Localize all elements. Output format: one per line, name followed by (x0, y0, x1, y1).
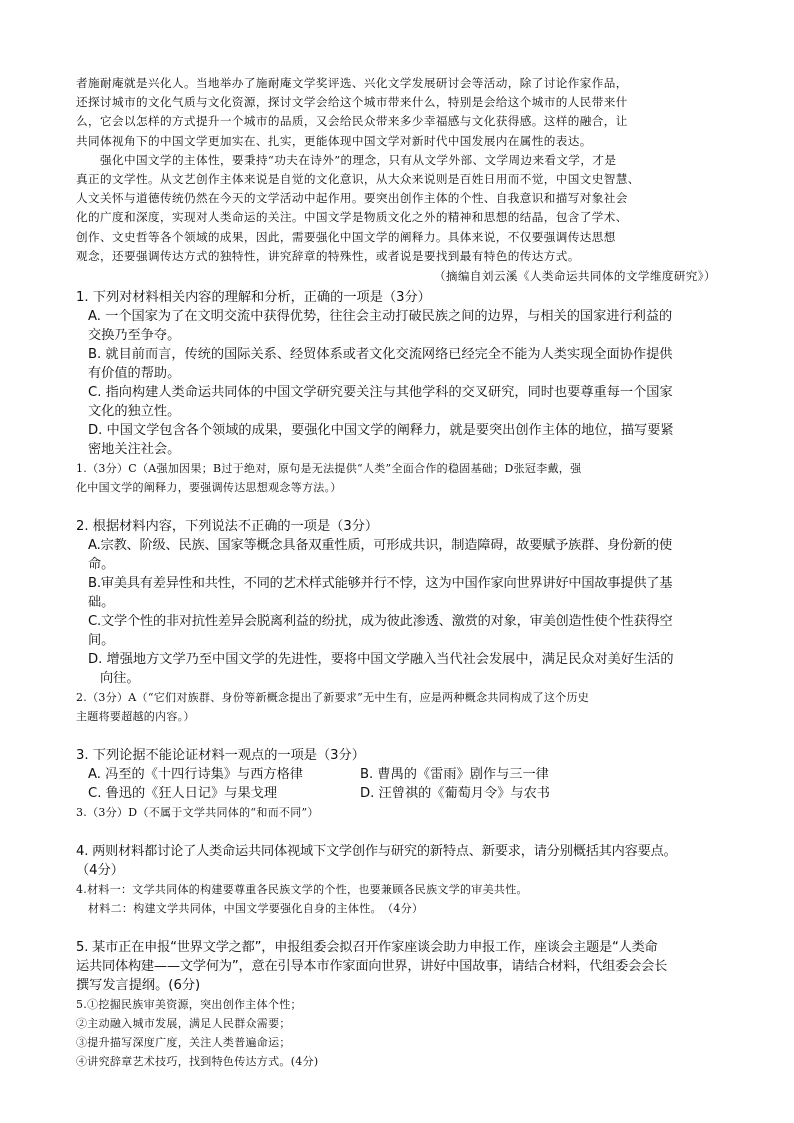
answer-5 (76, 995, 720, 1071)
option-text: 命。 (88, 557, 115, 573)
question-3 (76, 746, 720, 803)
option-a (76, 536, 720, 574)
question-stem: 1. 下列对材料相关内容的理解和分析，正确的一项是（3分） (76, 290, 431, 306)
option-row (76, 765, 720, 784)
option-c (76, 612, 720, 650)
answer-line: 主题将要超越的内容。） (76, 710, 195, 724)
option-d (76, 421, 720, 459)
answer-line: 1.（3分）C（A强加因果；B过于绝对，原句是无法提供“人类”全面合作的稳固基础；D张冠李戴，强 (76, 462, 582, 476)
option-b: B. 曹禺的《雷雨》剧作与三一律 (360, 767, 549, 783)
answer-line: ②主动融入城市发展，满足人民群众需要； (76, 1017, 291, 1031)
answer-3 (76, 803, 720, 822)
option-c (76, 383, 720, 421)
document-page (76, 74, 720, 1071)
question-stem: 5. 某市正在申报“世界文学之都”，申报组委会拟召开作家座谈会助力申报工作，座谈会主题是“人类命 (76, 940, 658, 956)
option-a (76, 307, 720, 345)
text-line: 么，它会以怎样的方式提升一个城市的品质，又会给民众带来多少幸福感与文化获得感。这样的融合，让 (76, 114, 628, 129)
text-line: 化的广度和深度，实现对人类命运的关注。中国文学是物质文化之外的精神和思想的结晶，包含了学术、 (76, 210, 628, 225)
text-line: 真正的文学性。从文艺创作主体来说是自觉的文化意识，从大众来说则是百姓日用而不觉，中国文史智慧、 (76, 172, 640, 187)
answer-1 (76, 459, 720, 497)
option-c: C. 鲁迅的《狂人日记》与果戈理 (88, 786, 278, 802)
text-line: 人文关怀与道德传统仍然在今天的文学活动中起作用。要突出创作主体的个性、自我意识和描写对象社会 (76, 191, 628, 206)
option-text: C.文学个性的非对抗性差异会脱离利益的纷扰，成为彼此渗透、激赏的对象，审美创造性使个性获得空 (88, 614, 673, 630)
text-line: 创作、文史哲等各个领域的成果，因此，需要强化中国文学的阐释力。具体来说，不仅要强调传达思想 (76, 229, 616, 244)
question-5 (76, 938, 720, 995)
question-stem: 运共同体构建——文学何为”，意在引导本市作家面向世界，讲好中国故事，请结合材料，代组委会会长 (76, 959, 668, 975)
option-text: A. 一个国家为了在文明交流中获得优势，往往会主动打破民族之间的边界，与相关的国家进行利益的 (88, 309, 673, 325)
question-stem: 撰写发言提纲。(6分) (76, 978, 201, 994)
answer-4 (76, 880, 720, 918)
answer-line: 2.（3分）A（“它们对族群、身份等新概念提出了新要求”无中生有，应是两种概念共同构成了这个历史 (76, 691, 590, 705)
option-text: D. 增强地方文学乃至中国文学的先进性，要将中国文学融入当代社会发展中，满足民众对美好生活的 (88, 652, 674, 668)
passage-source: （摘编自刘云溪《人类命运共同体的文学维度研究》） (433, 269, 716, 284)
option-row (76, 784, 720, 803)
option-text: D. 中国文学包含各个领域的成果，要强化中国文学的阐释力，就是要突出创作主体的地位，描写要紧 (88, 423, 674, 439)
text-line: 共同体视角下的中国文学更加实在、扎实，更能体现中国文学对新时代中国发展内在属性的表达。 (76, 133, 592, 148)
option-text: 有价值的帮助。 (88, 366, 181, 382)
passage-paragraph-1 (76, 74, 720, 151)
answer-line: ④讲究辞章艺术技巧，找到特色传达方式。(4分) (76, 1055, 319, 1069)
option-text: A.宗教、阶级、民族、国家等概念具备双重性质，可形成共识，制造障碍，故要赋予族群、身份新的使 (88, 538, 673, 554)
option-text: 密地关注社会。 (88, 442, 181, 458)
option-d (76, 650, 720, 688)
passage-paragraph-2 (76, 151, 720, 266)
option-text: 间。 (88, 633, 115, 649)
text-line: 还探讨城市的文化气质与文化资源，探讨文学会给这个城市带来什么，特别是会给这个城市的人民带来什 (76, 95, 628, 110)
option-text: 文化的独立性。 (88, 404, 181, 420)
answer-line: 3.（3分）D（不属于文学共同体的“和而不同”） (76, 806, 319, 820)
question-4 (76, 842, 720, 880)
answer-line: 5.①挖掘民族审美资源，突出创作主体个性； (76, 998, 302, 1012)
question-2 (76, 517, 720, 688)
question-stem: 3. 下列论据不能论证材料一观点的一项是（3分） (76, 748, 365, 764)
option-text: C. 指向构建人类命运共同体的中国文学研究要关注与其他学科的交叉研究，同时也要尊重每一个国家 (88, 385, 673, 401)
option-text: 础。 (88, 595, 115, 611)
text-line: 者施耐庵就是兴化人。当地举办了施耐庵文学奖评选、兴化文学发展研讨会等活动，除了讨论作家作品， (76, 76, 628, 90)
answer-2 (76, 688, 720, 726)
question-stem: 4. 两则材料都讨论了人类命运共同体视域下文学创作与研究的新特点、新要求，请分别概括其内容要点。 (76, 844, 677, 860)
question-1 (76, 288, 720, 459)
option-a: A. 冯至的《十四行诗集》与西方格律 (88, 767, 303, 783)
answer-line: ③提升描写深度广度，关注人类普遍命运； (76, 1036, 291, 1050)
answer-line: 化中国文学的阐释力，要强调传达思想观念等方法。） (76, 481, 342, 495)
option-text: B.审美具有差异性和共性，不同的艺术样式能够并行不悖，这为中国作家向世界讲好中国故事提供了基 (88, 576, 673, 592)
answer-line: 4.材料一：文学共同体的构建要尊重各民族文学的个性，也要兼顾各民族文学的审美共性。 (76, 883, 528, 897)
option-b (76, 574, 720, 612)
answer-line: 材料二：构建文学共同体，中国文学要强化自身的主体性。 （4分） (88, 902, 424, 916)
option-b (76, 345, 720, 383)
text-line: 观念，还要强调传达方式的独特性，讲究辞章的特殊性，或者说是要找到最有特色的传达方式。 (76, 248, 580, 263)
question-stem: 2. 根据材料内容，下列说法不正确的一项是（3分） (76, 519, 379, 535)
option-text: 向往。 (100, 671, 140, 687)
question-stem: （4分） (76, 863, 124, 879)
option-d: D. 汪曾祺的《葡萄月令》与农书 (360, 786, 550, 802)
option-text: 交换乃至争夺。 (88, 328, 181, 344)
option-text: B. 就目前而言，传统的国际关系、经贸体系或者文化交流网络已经完全不能为人类实现全面协作提供 (88, 347, 673, 363)
text-line: 强化中国文学的主体性，要秉持“功夫在诗外”的理念，只有从文学外部、文学周边来看文学，才是 (100, 152, 617, 167)
